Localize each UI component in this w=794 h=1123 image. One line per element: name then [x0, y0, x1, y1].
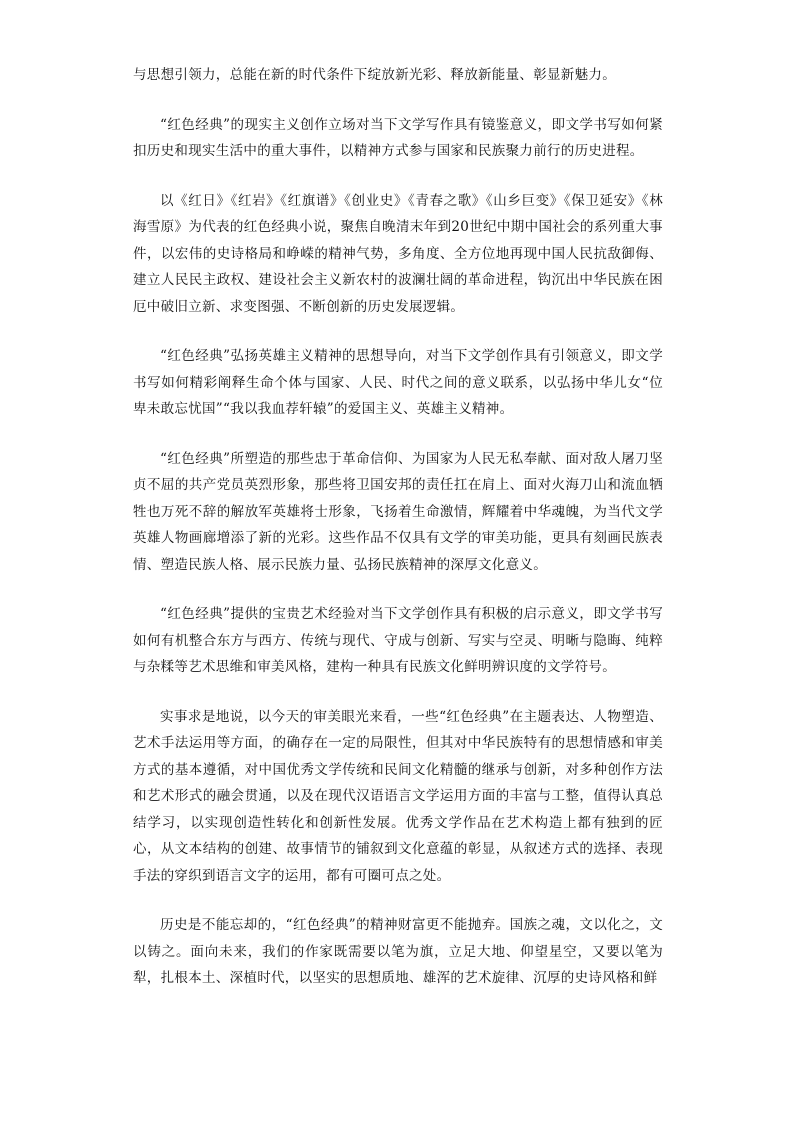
paragraph-7: 实事求是地说，以今天的审美眼光来看，一些“红色经典”在主题表达、人物塑造、艺术手法运用等方面，的确存在一定的局限性，但其对中华民族特有的思想情感和审美方式的基本遵循，对中国优秀文学传统和民间文化精髓的继承与创新，对多种创作方法和艺术形式的融会贯通，以及在现代汉语语言文学运用方面的丰富与工整，值得认真总结学习，以实现创造性转化和创新性发展。优秀文学作品在艺术构造上都有独到的匠心，从文本结构的创建、故事情节的铺叙到文化意蕴的彰显，从叙述方式的选择、表现手法的穿织到语言文字的运用，都有可圈可点之处。: [133, 708, 663, 884]
paragraph-8: 历史是不能忘却的，“红色经典”的精神财富更不能抛弃。国族之魂，文以化之，文以铸之。面向未来，我们的作家既需要以笔为旗，立足大地、仰望星空，又要以笔为犁，扎根本土、深植时代，以坚实的思想质地、雄浑的艺术旋律、沉厚的史诗风格和鲜: [133, 917, 663, 986]
paragraph-6: “红色经典”提供的宝贵艺术经验对当下文学创作具有积极的启示意义，即文学书写如何有机整合东方与西方、传统与现代、守成与创新、写实与空灵、明晰与隐晦、纯粹与杂糅等艺术思维和审美风格，建构一种具有民族文化鲜明辨识度的文学符号。: [133, 606, 663, 675]
paragraph-2: “红色经典”的现实主义创作立场对当下文学写作具有镜鉴意义，即文学书写如何紧扣历史和现实生活中的重大事件，以精神方式参与国家和民族聚力前行的历史进程。: [133, 116, 663, 159]
document-page: [133, 62, 663, 1015]
paragraph-3: 以《红日》《红岩》《红旗谱》《创业史》《青春之歌》《山乡巨变》《保卫延安》《林海雪原》为代表的红色经典小说，聚焦自晚清末年到20世纪中期中国社会的系列重大事件，以宏伟的史诗格局和峥嵘的精神气势，多角度、全方位地再现中国人民抗敌御侮、建立人民民主政权、建设社会主义新农村的波澜壮阔的革命进程，钩沉出中华民族在困厄中破旧立新、求变图强、不断创新的历史发展逻辑。: [133, 192, 663, 315]
paragraph-4: “红色经典”弘扬英雄主义精神的思想导向，对当下文学创作具有引领意义，即文学书写如何精彩阐释生命个体与国家、人民、时代之间的意义联系，以弘扬中华儿女“位卑未敢忘忧国”“我以我血荐轩辕”的爱国主义、英雄主义精神。: [133, 348, 663, 417]
paragraph-5: “红色经典”所塑造的那些忠于革命信仰、为国家为人民无私奉献、面对敌人屠刀坚贞不屈的共产党员英烈形象，那些将卫国安邦的责任扛在肩上、面对火海刀山和流血牺牲也万死不辞的解放军英雄将士形象，飞扬着生命激情，辉耀着中华魂魄，为当代文学英雄人物画廊增添了新的光彩。这些作品不仅具有文学的审美功能，更具有刻画民族表情、塑造民族人格、展示民族力量、弘扬民族精神的深厚文化意义。: [133, 450, 663, 573]
paragraph-1: 与思想引领力，总能在新的时代条件下绽放新光彩、释放新能量、彰显新魅力。: [133, 67, 616, 83]
